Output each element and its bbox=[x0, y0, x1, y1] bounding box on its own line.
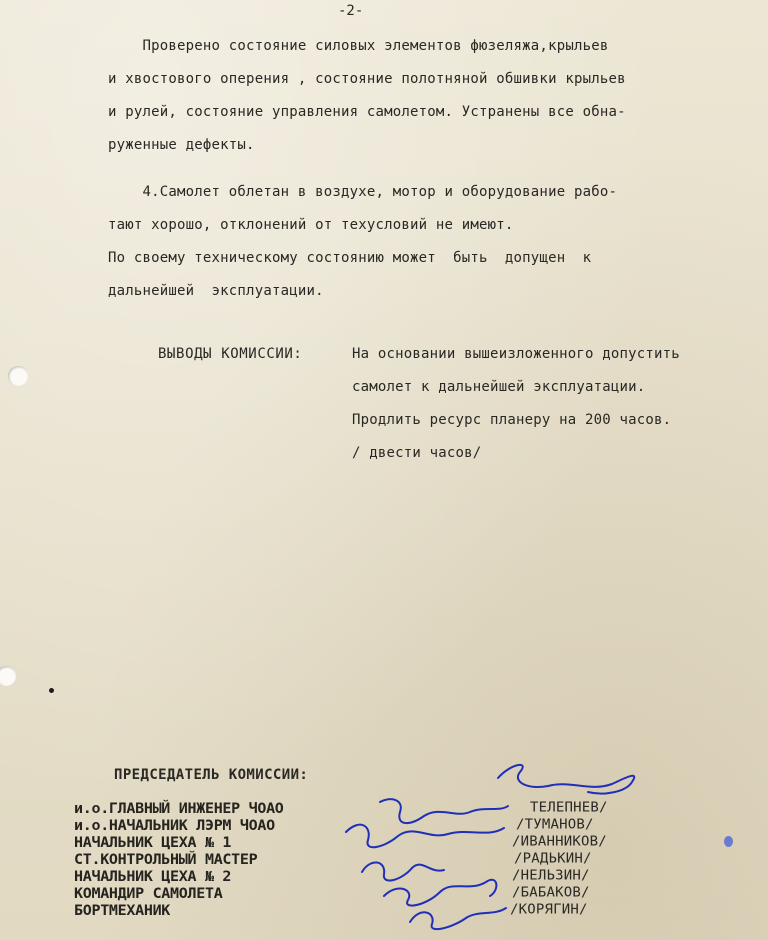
signatory-name: /БАБАКОВ/ bbox=[512, 885, 590, 901]
signatory-position: КОМАНДИР САМОЛЕТА bbox=[74, 885, 223, 902]
signatory-name: /РАДЬКИН/ bbox=[514, 851, 592, 867]
signatory-name: ТЕЛЕПНЕВ/ bbox=[530, 800, 608, 816]
paragraph2-line: тают хорошо, отклонений от техусловий не имеют. bbox=[108, 217, 514, 233]
signatory-name: /КОРЯГИН/ bbox=[510, 902, 588, 918]
signatory-position: и.о.ГЛАВНЫЙ ИНЖЕНЕР ЧОАО bbox=[74, 800, 284, 817]
signature-tumanov bbox=[380, 799, 508, 823]
signatory-name: /ИВАННИКОВ/ bbox=[512, 834, 607, 850]
signature-koryagin bbox=[410, 908, 506, 929]
signatory-name: /ТУМАНОВ/ bbox=[516, 817, 594, 833]
paragraph1-line: и рулей, состояние управления самолетом. Устранены все обна- bbox=[108, 104, 626, 120]
signature-ivannikov bbox=[346, 825, 504, 848]
paragraph1-line: и хвостового оперения , состояние полотняной обшивки крыльев bbox=[108, 71, 626, 87]
conclusion-line: / двести часов/ bbox=[352, 445, 482, 461]
signatory-position: СТ.КОНТРОЛЬНЫЙ МАСТЕР bbox=[74, 851, 258, 868]
conclusions-label: ВЫВОДЫ КОМИССИИ: bbox=[158, 346, 303, 362]
signature-radkin bbox=[362, 862, 444, 880]
paragraph2-line: По своему техническому состоянию может быть допущен к bbox=[108, 250, 592, 266]
signatory-name: /НЕЛЬЗИН/ bbox=[512, 868, 590, 884]
chairman-title: ПРЕДСЕДАТЕЛЬ КОМИССИИ: bbox=[114, 767, 309, 783]
paragraph2-line: дальнейшей эксплуатации. bbox=[108, 283, 324, 299]
signature-babakov bbox=[384, 880, 496, 906]
conclusion-line: Продлить ресурс планеру на 200 часов. bbox=[352, 412, 672, 428]
paragraph1-line: Проверено состояние силовых элементов фюзеляжа,крыльев bbox=[108, 38, 609, 54]
conclusion-line: На основании вышеизложенного допустить bbox=[352, 346, 680, 362]
signatory-position: БОРТМЕХАНИК bbox=[74, 902, 171, 919]
page-number: -2- bbox=[338, 3, 364, 19]
paragraph1-line: руженные дефекты. bbox=[108, 137, 255, 153]
signature-telepnev bbox=[498, 765, 634, 794]
conclusion-line: самолет к дальнейшей эксплуатации. bbox=[352, 379, 646, 395]
signatory-position: НАЧАЛЬНИК ЦЕХА № 1 bbox=[74, 834, 232, 851]
signatory-position: НАЧАЛЬНИК ЦЕХА № 2 bbox=[74, 868, 232, 885]
signatory-position: и.о.НАЧАЛЬНИК ЛЭРМ ЧОАО bbox=[74, 817, 275, 834]
paragraph2-line: 4.Самолет облетан в воздухе, мотор и оборудование рабо- bbox=[108, 184, 618, 200]
